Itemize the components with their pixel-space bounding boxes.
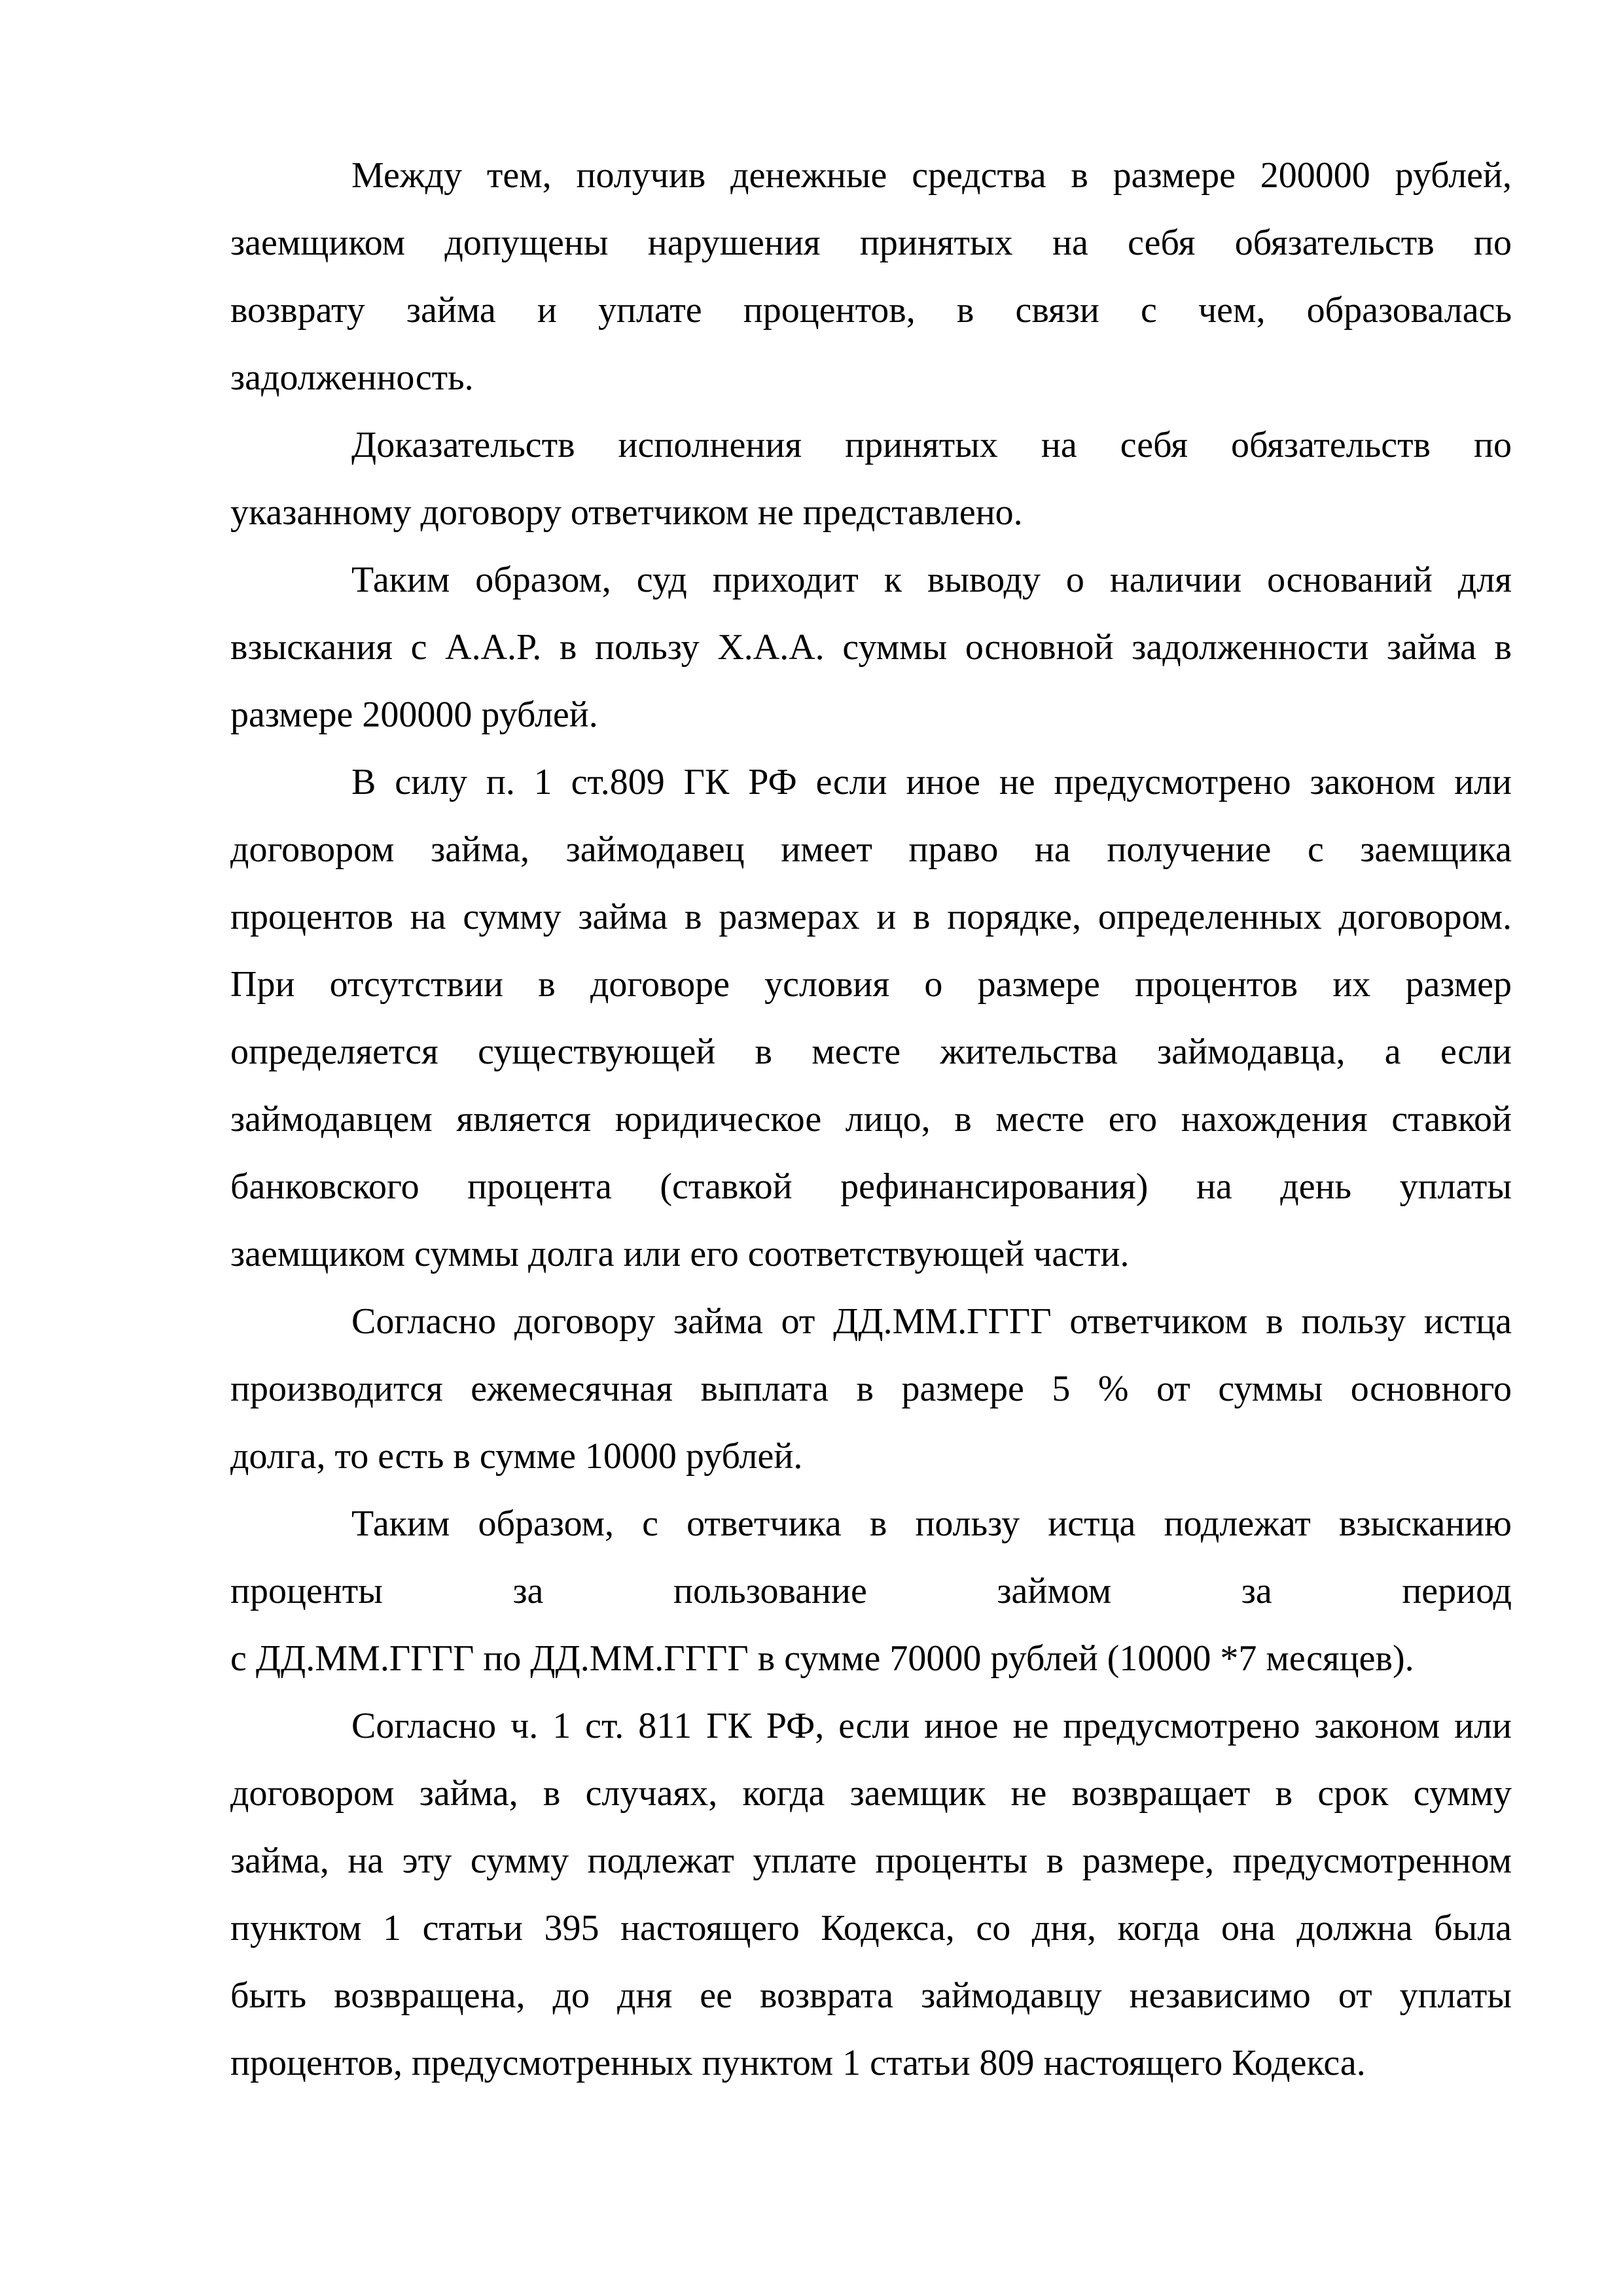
text-line: займа, на эту сумму подлежат уплате проценты в размере, предусмотренном: [230, 1840, 1512, 1881]
paragraph: [230, 142, 1512, 412]
text-line: Согласно договору займа от ДД.ММ.ГГГГ ответчиком в пользу истца: [351, 1301, 1512, 1342]
text-line: взыскания с А.А.Р. в пользу Х.А.А. суммы основной задолженности займа в: [230, 627, 1512, 668]
text-line: возврату займа и уплате процентов, в связи с чем, образовалась: [230, 290, 1512, 331]
paragraph: [230, 1288, 1512, 1490]
text-line: При отсутствии в договоре условия о размере процентов их размер: [230, 964, 1512, 1005]
text-line: задолженность.: [230, 357, 474, 398]
text-line: Таким образом, с ответчика в пользу истца подлежат взысканию: [351, 1503, 1512, 1544]
text-line: процентов, предусмотренных пунктом 1 статьи 809 настоящего Кодекса.: [230, 2043, 1366, 2083]
paragraph: [230, 547, 1512, 749]
text-line: производится ежемесячная выплата в размере 5 % от суммы основного: [230, 1369, 1512, 1409]
text-line: размере 200000 рублей.: [230, 694, 598, 735]
text-line: заемщиком допущены нарушения принятых на себя обязательств по: [230, 223, 1512, 263]
text-line: заемщиком суммы долга или его соответствующей части.: [230, 1234, 1130, 1274]
paragraph: [230, 749, 1512, 1288]
text-line: Таким образом, суд приходит к выводу о наличии оснований для: [351, 560, 1512, 600]
text-line: Согласно ч. 1 ст. 811 ГК РФ, если иное не предусмотрено законом или: [351, 1706, 1512, 1746]
text-line: займодавцем является юридическое лицо, в месте его нахождения ставкой: [230, 1099, 1512, 1139]
text-line: договором займа, в случаях, когда заемщик не возвращает в срок сумму: [230, 1773, 1512, 1814]
text-line: пунктом 1 статьи 395 настоящего Кодекса, со дня, когда она должна была: [230, 1908, 1512, 1948]
text-line: определяется существующей в месте жительства займодавца, а если: [230, 1031, 1512, 1072]
paragraph: [230, 1490, 1512, 1693]
text-line: быть возвращена, до дня ее возврата займодавцу независимо от уплаты: [230, 1975, 1512, 2016]
text-line: Доказательств исполнения принятых на себя обязательств по: [351, 425, 1512, 465]
text-line: проценты за пользование займом за период: [230, 1571, 1512, 1611]
text-line: процентов на сумму займа в размерах и в порядке, определенных договором.: [230, 897, 1512, 937]
text-line: В силу п. 1 ст.809 ГК РФ если иное не предусмотрено законом или: [351, 762, 1512, 802]
text-line: договором займа, займодавец имеет право на получение с заемщика: [230, 829, 1512, 870]
text-line: Между тем, получив денежные средства в размере 200000 рублей,: [351, 155, 1512, 196]
text-line: долга, то есть в сумме 10000 рублей.: [230, 1436, 803, 1477]
text-line: банковского процента (ставкой рефинансирования) на день уплаты: [230, 1166, 1512, 1207]
paragraph: [230, 1693, 1512, 2097]
text-line: с ДД.ММ.ГГГГ по ДД.ММ.ГГГГ в сумме 70000 рублей (10000 *7 месяцев).: [230, 1638, 1414, 1679]
text-line: указанному договору ответчиком не представлено.: [230, 492, 1023, 533]
paragraph: [230, 412, 1512, 547]
text-block: [230, 142, 1512, 2097]
